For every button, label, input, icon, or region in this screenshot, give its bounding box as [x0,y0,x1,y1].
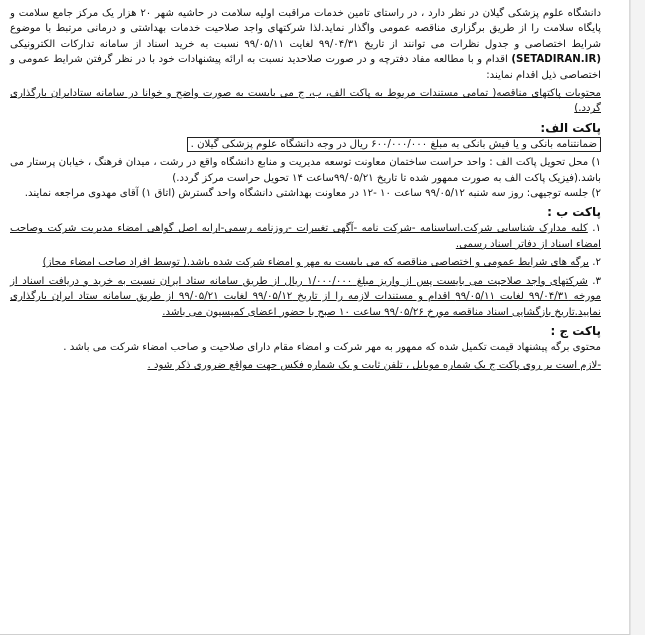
pack-b-title: پاکت ب : [547,205,601,220]
item-text: شرکتهای واجد صلاحیت می بایست پس از واریز مبلغ ۱/۰۰۰/۰۰۰ ریال از طریق سامانه ستاد ایران نسبت به خرید و دریافت اسناد از مورخه ۹۹/۰۴/۳۱ لغایت ۹۹/۰۵/۱۱ اقدام و مستندات لازمه را از تاریخ ۹۹/۰۵/۱۲ لغایت ۹۹/۰۵/۲۱ از طریق سامانه ستاد ایران بارگذاری نمایید.تاریخ بازگشایی اسناد مناقصه مورخ ۹۹/۰۵/۲۶ ساعت ۱۰ صبح با حضور اعضای کمیسیون می باشد. [10,275,601,318]
intro-text: دانشگاه علوم پزشکی گیلان در نظر دارد ، در راستای تامین خدمات مراقبت اولیه سلامت در حاشیه شهر ۲۰ هزار یک مرکز جامع سلامت و پایگاه سلامت را از طریق برگزاری مناقصه عمومی واگذار نماید.لذا شرکتهای واجد صلاحیت خدمات بهداشتی و درمانی مرتبط با موضوع شرایط اختصاصی و جدول نظرات می توانند از تاریخ ۹۹/۰۴/۳۱ لغایت ۹۹/۰۵/۱۱ نسبت به خرید اسناد از سامانه تدارکات الکترونیکی [10,8,601,50]
pack-a-item-1 [10,155,601,186]
pack-c-title: پاکت ج : [550,323,601,338]
pack-c-text: محتوی برگه پیشنهاد قیمت تکمیل شده که ممهور به مهر شرکت و امضاء مقام دارای صلاحیت و صاحب امضاء شرکت می باشد . [63,341,601,353]
item-number: ۱. [592,223,601,235]
pack-b-item-1 [10,221,601,252]
item-number: ۱) [591,157,601,169]
item-number: ۲. [592,257,601,269]
item-text: برگه های شرایط عمومی و اختصاصی مناقصه که می بایست به مهر و امضاء شرکت شده باشد.( توسط افراد صاحب امضاء مجاز) [42,257,590,269]
pack-c-note: -لازم است بر روی پاکت ج یک شماره موبایل ، تلفن ثابت و یک شماره فکس جهت مواقع ضروری ذکر شود . [147,360,601,372]
pack-a-title: پاکت الف: [540,120,601,135]
vertical-scrollbar[interactable] [630,0,645,635]
pack-b-item-3 [10,274,601,320]
item-text: محل تحویل پاکت الف : واحد حراست ساختمان معاونت توسعه مدیریت و منابع دانشگاه واقع در رشت ، میدان فرهنگ ، خیابان پرستار می باشد.(فیزیک پاکت الف به صورت ممهور شده تا تاریخ ۹۹/۰۵/۲۱ساعت ۱۴ تحویل حراست مرکز گردد.) [10,157,601,184]
item-text: کلیه مدارک شناسایی شرکت.اساسنامه -شرکت نامه -آگهی تغییرات -روزنامه رسمی-ارایه اصل گواهی امضاء مدیریت شرکت وصاحب امضاء اسناد از دفاتر اسناد رسمی. [10,223,601,250]
intro-paragraph [10,6,601,83]
pack-b-item-2 [10,255,601,270]
intro-site: (SETADIRAN.IR) [511,54,601,66]
item-text: جلسه توجیهی: روز سه شنبه ۹۹/۰۵/۱۲ ساعت ۱۰ -۱۲ در معاونت بهداشتی دانشگاه واحد گسترش (اتاق ۱) آقای مهدوی مراجعه نمایند. [24,188,589,200]
pack-a-item-2 [10,186,601,201]
item-number: ۲) [591,188,601,200]
intro-text-end: اقدام و با مطالعه مفاد دفترچه و در صورت صلاحدید نسبت به ارائه پیشنهادات خود با در نظر گرفتن شرایط عمومی و اختصاصی ذیل اقدام نمایند: [10,54,601,81]
item-number: ۳. [592,275,601,287]
document-content [10,6,601,374]
pack-a-guarantee-text: ضمانتنامه بانکی و یا فیش بانکی به مبلغ ۶۰۰/۰۰۰/۰۰۰ ریال در وجه دانشگاه علوم پزشکی گیلان . [187,137,601,152]
pack-a-guarantee [10,137,601,152]
packages-intro: محتویات پاکتهای مناقصه( تمامی مستندات مربوط به پاکت الف، ب، ج می بایست به صورت واضح و خوانا در سامانه ستادایران بارگذاری گردد.) [10,88,601,115]
